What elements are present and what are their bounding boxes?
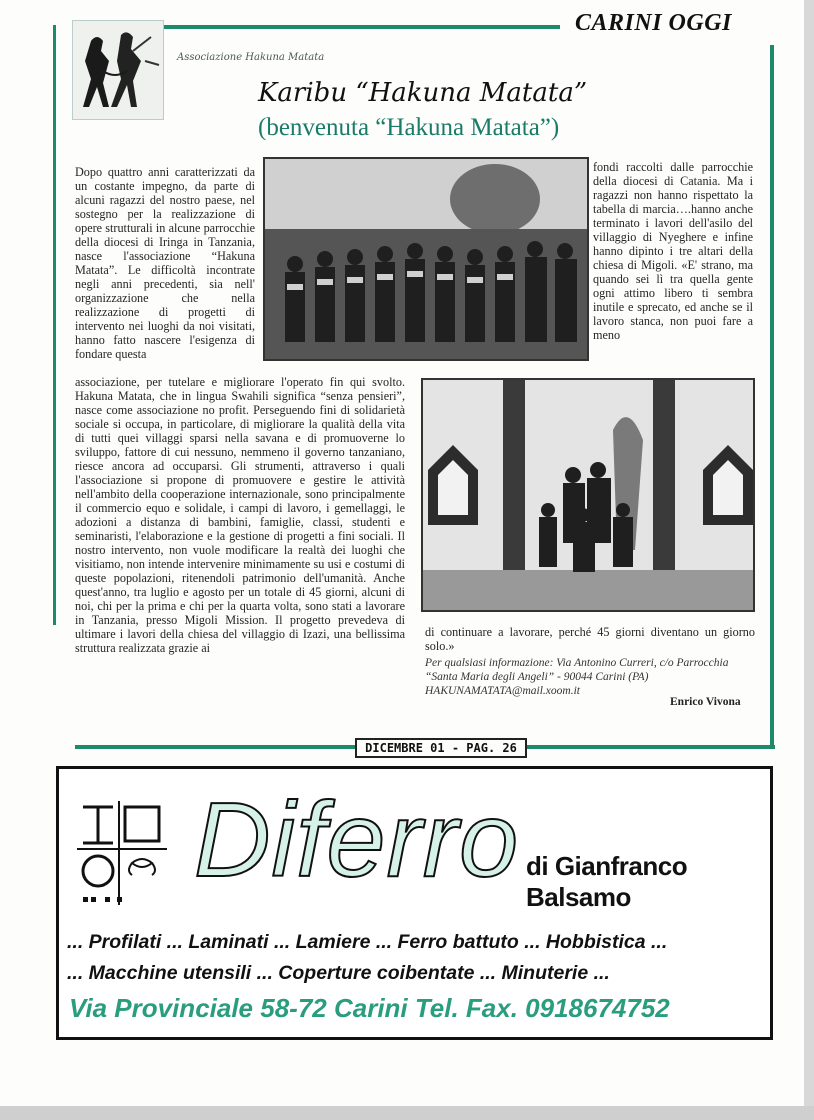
masthead: CARINI OGGI	[575, 10, 732, 36]
ad-brand-name: Diferro	[194, 781, 520, 899]
ad-address: Via Provinciale 58-72 Carini Tel. Fax. 0918674752	[69, 993, 670, 1023]
page-edge-right	[804, 0, 814, 1120]
ornament-logo-icon	[77, 801, 167, 905]
contact-info: Per qualsiasi informazione: Via Antonino Curreri, c/o Parrocchia “Santa Maria degli Angeli” - 90044 Carini (PA) HAKUNAMATATA@mail.xoom.it	[425, 657, 729, 697]
ad-products-line-2: ... Macchine utensili ... Coperture coibentate ... Minuterie ...	[67, 962, 610, 984]
group-photo-children	[263, 157, 589, 361]
church-photo-illustration	[423, 380, 753, 610]
association-logo-image	[72, 20, 164, 120]
article-author: Enrico Vivona	[670, 696, 741, 708]
article-subtitle: (benvenuta “Hakuna Matata”)	[258, 114, 560, 141]
dancers-illustration	[73, 21, 163, 119]
green-rule-left	[53, 25, 56, 625]
association-label: Associazione Hakuna Matata	[177, 52, 325, 63]
article-closing-text: di continuare a lavorare, perché 45 giorni diventano un giorno solo.»	[425, 625, 755, 653]
article-text-column-1-continued: associazione, per tutelare e migliorare l'operato fin qui svolto. Hakuna Matata, che in lingua Swahili significa “senza pensieri”, nasce come associazione no profit. Perseguendo fini di solidarietà sociale si occupa, in particolare, di migliorare la qualità della vita di tutti quei villaggi sparsi nella savana e di promuoverne lo sviluppo, fattore di cui nessuno, nemmeno il governo tanzaniano, riesce ancora ad occuparsi. Gli strumenti, attraverso i quali l'associazione si propone di promuovere e gestire le attività nell'ambito della cooperazione internazionale, sono principalmente il commercio equo e solidale, i campi di lavoro, i gemellaggi, le adozioni a distanza di bambini, famiglie, classi, studenti e seminaristi, l'elaborazione e la gestione di progetti a fini sociali. Il nostro intervento, non vuole modificare la realtà dei luoghi che visitiamo, non intende intervenire minimamente su usi e costumi di queste popolazioni, ritenendoli patrimonio dell'umanità. Anche quest'anno, tra luglio e agosto per un totale di 45 giorni, alcuni di noi, chi per la prima e chi per la quarta volta, sono stati a lavorare in Tanzania, presso Migoli Mission. Il progetto prevedeva di ultimare i lavori della chiesa del villaggio di Izazi, una bellissima struttura realizzata grazie ai	[75, 375, 405, 655]
green-rule-right	[770, 45, 774, 745]
diferro-logo	[77, 801, 167, 905]
ad-owner: di Gianfranco Balsamo	[526, 851, 688, 912]
ad-products-line-1: ... Profilati ... Laminati ... Lamiere ... Ferro battuto ... Hobbistica ...	[67, 931, 668, 953]
page-edge-bottom	[0, 1106, 814, 1120]
children-photo-illustration	[265, 159, 587, 359]
article-text-column-right: fondi raccolti dalle parrocchie della diocesi di Catania. Ma i ragazzi non hanno rispettato la tabella di marcia….hanno anche terminato i lavori dell'asilo del villaggio di Nyeghere e infine hanno dipinto i tre altari della chiesa di Migoli. «E' strano, ma quando sei lì tra quella gente ogni attimo libero ti sembra inutile e sprecato, ed anche se il lavoro stanca, non puoi fare a meno	[593, 160, 753, 342]
church-wall-photo	[421, 378, 755, 612]
article-text-column-1: Dopo quattro anni caratterizzati da un costante impegno, da parte di alcuni ragazzi del nostro paese, nel sostegno per la realizzazione di opere strutturali in alcune parrocchie della diocesi di Iringa in Tanzania, nasce l'associazione “Hakuna Matata”. Le difficoltà incontrate negli anni precedenti, sia nell' organizzazione che nella realizzazione di progetti di intervento nei luoghi da noi visitati, hanno fatto nascere l'esigenza di fondare questa	[75, 165, 255, 361]
article-title: Karibu “Hakuna Matata”	[258, 78, 588, 108]
page-footer-date: DICEMBRE 01 - PAG. 26	[355, 738, 527, 758]
advertisement-box	[56, 766, 773, 1040]
